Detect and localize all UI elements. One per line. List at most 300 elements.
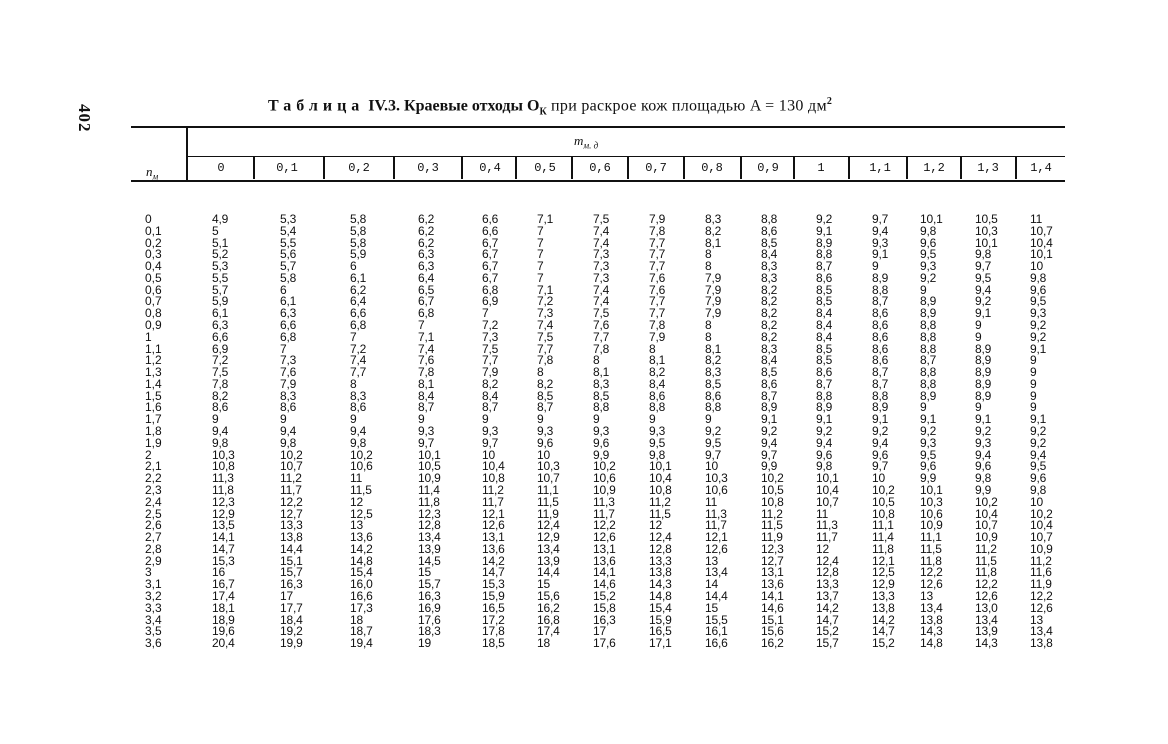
table-cell: 11,7 xyxy=(816,530,838,545)
table-cell: 14,2 xyxy=(872,612,895,627)
table-cell: 5,5 xyxy=(280,235,297,250)
table-cell: 15,1 xyxy=(761,612,784,627)
table-cell: 9,5 xyxy=(920,447,937,462)
table-cell: 9,8 xyxy=(975,471,992,486)
table-cell: 11,3 xyxy=(212,471,234,486)
table-cell: 8,9 xyxy=(816,235,833,250)
table-cell: 10 xyxy=(872,471,885,486)
table-cell: 7,7 xyxy=(482,353,499,368)
table-cell: 12,2 xyxy=(280,494,303,509)
table-cell: 9 xyxy=(593,412,600,427)
table-cell: 12 xyxy=(350,494,363,509)
table-cell: 11,8 xyxy=(872,541,894,556)
table-cell: 10,4 xyxy=(975,506,998,521)
table-cell: 7 xyxy=(418,318,425,333)
table-cell: 6,6 xyxy=(482,223,499,238)
table-cell: 14,7 xyxy=(872,624,895,639)
table-cell: 11,1 xyxy=(872,518,894,533)
table-cell: 7,9 xyxy=(482,365,499,380)
table-cell: 6,2 xyxy=(418,235,435,250)
table-cell: 16,3 xyxy=(418,588,441,603)
table-cell: 18,3 xyxy=(418,624,441,639)
table-cell: 15,5 xyxy=(705,612,728,627)
table-cell: 14,1 xyxy=(212,530,235,545)
column-header: 1,2 xyxy=(923,161,945,175)
table-cell: 15,2 xyxy=(593,588,616,603)
row-label: 0,7 xyxy=(145,294,162,309)
table-cell: 5,7 xyxy=(280,259,297,274)
table-title xyxy=(268,96,832,118)
table-cell: 8,8 xyxy=(920,365,937,380)
table-cell: 10,6 xyxy=(920,506,943,521)
column-header: 0,5 xyxy=(534,161,556,175)
table-cell: 17,1 xyxy=(649,636,672,651)
table-cell: 6,8 xyxy=(280,329,297,344)
table-cell: 9,9 xyxy=(975,482,992,497)
table-cell: 7,9 xyxy=(280,376,297,391)
table-cell: 7,4 xyxy=(350,353,367,368)
table-cell: 17,4 xyxy=(212,588,235,603)
table-cell: 8,9 xyxy=(920,388,937,403)
table-cell: 13,7 xyxy=(816,588,839,603)
table-cell: 12,2 xyxy=(975,577,998,592)
table-cell: 9,4 xyxy=(280,424,297,439)
table-cell: 13,1 xyxy=(593,541,616,556)
table-cell: 9,4 xyxy=(816,435,833,450)
table-cell: 6,6 xyxy=(482,212,499,226)
table-cell: 7,2 xyxy=(537,294,554,309)
table-cell: 8,8 xyxy=(872,282,889,297)
table-cell: 8 xyxy=(649,341,656,356)
table-cell: 8,3 xyxy=(593,376,610,391)
table-cell: 11,3 xyxy=(593,494,615,509)
table-cell: 10 xyxy=(1030,259,1043,274)
column-separator xyxy=(1015,157,1017,179)
top-rule xyxy=(131,126,1065,128)
table-cell: 9,6 xyxy=(1030,282,1047,297)
table-cell: 9 xyxy=(350,412,357,427)
table-cell: 8 xyxy=(593,353,600,368)
table-cell: 9,6 xyxy=(920,235,937,250)
table-cell: 9,4 xyxy=(1030,447,1047,462)
table-cell: 6,1 xyxy=(280,294,297,309)
row-label: 2,6 xyxy=(145,518,162,533)
table-cell: 11 xyxy=(705,494,718,509)
table-title-sup: 2 xyxy=(826,96,832,107)
table-cell: 14,8 xyxy=(920,636,943,651)
row-label: 1,6 xyxy=(145,400,162,415)
table-cell: 10,9 xyxy=(593,482,616,497)
table-cell: 12 xyxy=(649,518,662,533)
table-cell: 10,3 xyxy=(975,223,998,238)
table-cell: 19 xyxy=(418,636,431,651)
table-cell: 5,4 xyxy=(280,223,297,238)
table-cell: 6,8 xyxy=(482,282,499,297)
row-label: 3,6 xyxy=(145,636,162,651)
table-cell: 9,4 xyxy=(761,435,778,450)
row-label: 2,9 xyxy=(145,553,162,568)
table-cell: 7,6 xyxy=(418,353,435,368)
table-cell: 8,4 xyxy=(649,376,666,391)
page-number: 402 xyxy=(75,104,94,133)
table-cell: 7,8 xyxy=(212,376,229,391)
row-label: 3,1 xyxy=(145,577,162,592)
table-cell: 13,0 xyxy=(975,600,998,615)
table-cell: 17,6 xyxy=(418,612,441,627)
table-cell: 8,1 xyxy=(593,365,610,380)
table-cell: 9,3 xyxy=(975,435,992,450)
table-cell: 8,3 xyxy=(280,388,297,403)
table-cell: 10,2 xyxy=(350,447,373,462)
column-header: 1,1 xyxy=(869,161,891,175)
table-cell: 13,1 xyxy=(761,565,784,580)
table-cell: 9,4 xyxy=(872,223,889,238)
table-cell: 8,9 xyxy=(920,294,937,309)
table-cell: 7,9 xyxy=(705,294,722,309)
table-cell: 9,7 xyxy=(975,259,992,274)
table-cell: 9 xyxy=(975,329,982,344)
table-cell: 7 xyxy=(537,235,544,250)
table-cell: 13,8 xyxy=(872,600,895,615)
table-cell: 8,2 xyxy=(482,376,499,391)
table-cell: 8,6 xyxy=(872,318,889,333)
table-cell: 8,3 xyxy=(761,270,778,285)
table-cell: 12,1 xyxy=(482,506,505,521)
row-label: 3 xyxy=(145,565,152,580)
table-cell: 8,7 xyxy=(482,400,499,415)
table-title-label: Таблица xyxy=(268,97,365,115)
table-cell: 15,3 xyxy=(212,553,235,568)
table-cell: 8,5 xyxy=(761,365,778,380)
table-cell: 10 xyxy=(705,459,718,474)
table-cell: 7,7 xyxy=(649,259,666,274)
table-cell: 9,8 xyxy=(649,447,666,462)
table-cell: 15,9 xyxy=(482,588,505,603)
table-cell: 13,4 xyxy=(975,612,998,627)
table-cell: 9,2 xyxy=(1030,435,1047,450)
table-cell: 9,3 xyxy=(872,235,889,250)
table-cell: 16,2 xyxy=(761,636,784,651)
table-cell: 7 xyxy=(537,223,544,238)
table-cell: 7,6 xyxy=(649,270,666,285)
table-cell: 7,7 xyxy=(649,306,666,321)
table-cell: 14,2 xyxy=(816,600,839,615)
table-cell: 9,8 xyxy=(920,223,937,238)
table-cell: 9,2 xyxy=(816,424,833,439)
table-cell: 9,4 xyxy=(975,447,992,462)
table-cell: 8,7 xyxy=(816,259,833,274)
table-cell: 9,2 xyxy=(761,424,778,439)
table-cell: 8,2 xyxy=(212,388,229,403)
table-cell: 7 xyxy=(537,259,544,274)
table-cell: 7,6 xyxy=(593,318,610,333)
table-cell: 8,6 xyxy=(649,388,666,403)
table-cell: 9 xyxy=(705,412,712,427)
table-cell: 12,2 xyxy=(920,565,943,580)
row-label: 2,3 xyxy=(145,482,162,497)
table-cell: 8,6 xyxy=(872,353,889,368)
table-cell: 14,4 xyxy=(537,565,560,580)
table-cell: 15,3 xyxy=(482,577,505,592)
table-cell: 9,4 xyxy=(975,282,992,297)
table-cell: 7,8 xyxy=(418,365,435,380)
table-cell: 8,1 xyxy=(705,341,722,356)
table-cell: 9,3 xyxy=(482,424,499,439)
table-cell: 5,3 xyxy=(280,212,297,226)
table-cell: 9 xyxy=(537,412,544,427)
table-cell: 16,5 xyxy=(649,624,672,639)
table-cell: 10,6 xyxy=(705,482,728,497)
table-cell: 8,4 xyxy=(816,306,833,321)
table-cell: 7,9 xyxy=(705,282,722,297)
table-cell: 8,2 xyxy=(761,294,778,309)
table-cell: 12,1 xyxy=(705,530,728,545)
table-cell: 8 xyxy=(705,247,712,262)
table-cell: 6,7 xyxy=(482,247,499,262)
table-cell: 8,2 xyxy=(537,376,554,391)
table-cell: 11 xyxy=(816,506,829,521)
table-cell: 9,3 xyxy=(920,259,937,274)
table-cell: 7,7 xyxy=(649,294,666,309)
table-cell: 6,1 xyxy=(212,306,229,321)
column-separator xyxy=(793,157,795,179)
row-label: 0,5 xyxy=(145,270,162,285)
table-cell: 9,6 xyxy=(816,447,833,462)
table-cell: 5,6 xyxy=(280,247,297,262)
table-cell: 8,8 xyxy=(920,341,937,356)
table-cell: 9,1 xyxy=(816,412,833,427)
table-cell: 9,2 xyxy=(920,270,937,285)
table-cell: 7,9 xyxy=(705,270,722,285)
table-cell: 9,5 xyxy=(920,247,937,262)
table-cell: 8,1 xyxy=(418,376,435,391)
column-header: 0,8 xyxy=(701,161,723,175)
table-cell: 9,2 xyxy=(975,424,992,439)
table-cell: 7,4 xyxy=(593,235,610,250)
table-cell: 8,3 xyxy=(705,365,722,380)
table-cell: 8,4 xyxy=(418,388,435,403)
table-cell: 14,7 xyxy=(816,612,839,627)
row-label: 0,2 xyxy=(145,235,162,250)
table-cell: 13,3 xyxy=(280,518,303,533)
table-cell: 8,2 xyxy=(761,318,778,333)
table-cell: 8,9 xyxy=(975,365,992,380)
table-cell: 9 xyxy=(1030,376,1037,391)
table-cell: 9,9 xyxy=(761,459,778,474)
table-cell: 13,5 xyxy=(212,518,235,533)
table-cell: 10,4 xyxy=(482,459,505,474)
table-cell: 10,8 xyxy=(482,471,505,486)
table-cell: 8,8 xyxy=(816,388,833,403)
table-cell: 8,8 xyxy=(649,400,666,415)
table-cell: 12,1 xyxy=(872,553,895,568)
table-cell: 8,2 xyxy=(705,353,722,368)
table-cell: 14,3 xyxy=(920,624,943,639)
table-cell: 9,8 xyxy=(212,435,229,450)
table-cell: 15 xyxy=(537,577,550,592)
row-label: 1 xyxy=(145,329,152,344)
table-cell: 8,3 xyxy=(761,259,778,274)
table-cell: 9,2 xyxy=(816,212,833,226)
table-cell: 9,6 xyxy=(537,435,554,450)
table-cell: 11,5 xyxy=(537,494,559,509)
table-title-text: IV.3. Краевые отходы O xyxy=(368,97,540,115)
table-cell: 12,8 xyxy=(649,541,672,556)
table-cell: 8,9 xyxy=(975,376,992,391)
column-header: 0,4 xyxy=(479,161,501,175)
table-cell: 7,3 xyxy=(593,270,610,285)
table-cell: 12,7 xyxy=(761,553,784,568)
table-cell: 9,8 xyxy=(975,247,992,262)
table-cell: 10,3 xyxy=(920,494,943,509)
table-cell: 7,2 xyxy=(350,341,367,356)
table-cell: 13,4 xyxy=(1030,624,1053,639)
table-cell: 7,1 xyxy=(537,282,554,297)
table-cell: 9,1 xyxy=(872,247,889,262)
table-cell: 12,3 xyxy=(418,506,441,521)
table-cell: 7,7 xyxy=(649,247,666,262)
table-cell: 9,3 xyxy=(537,424,554,439)
table-cell: 10,2 xyxy=(975,494,998,509)
table-cell: 10,3 xyxy=(705,471,728,486)
table-cell: 9 xyxy=(920,400,927,415)
table-cell: 11,5 xyxy=(350,482,372,497)
table-cell: 8,2 xyxy=(761,329,778,344)
table-cell: 9 xyxy=(872,259,879,274)
table-cell: 12,6 xyxy=(1030,600,1053,615)
table-cell: 10 xyxy=(537,447,550,462)
table-cell: 7,6 xyxy=(649,282,666,297)
table-cell: 17 xyxy=(593,624,606,639)
table-cell: 14,7 xyxy=(212,541,235,556)
table-cell: 12,5 xyxy=(350,506,373,521)
table-cell: 19,9 xyxy=(280,636,303,651)
table-cell: 13 xyxy=(705,553,718,568)
table-cell: 11 xyxy=(350,471,363,486)
table-cell: 7,5 xyxy=(593,212,610,226)
column-separator xyxy=(960,157,962,179)
column-variable: $m_{м. д}$ xyxy=(574,133,599,151)
table-cell: 15,6 xyxy=(537,588,560,603)
table-cell: 6,1 xyxy=(350,270,367,285)
table-cell: 12,2 xyxy=(1030,588,1053,603)
table-cell: 8,7 xyxy=(872,365,889,380)
column-header: 0,6 xyxy=(589,161,611,175)
table-cell: 9,1 xyxy=(1030,412,1047,427)
table-cell: 11,1 xyxy=(537,482,559,497)
table-cell: 8,6 xyxy=(872,341,889,356)
table-cell: 10,4 xyxy=(1030,518,1053,533)
column-separator xyxy=(461,157,463,179)
table-cell: 15,8 xyxy=(593,600,616,615)
table-cell: 6,8 xyxy=(350,318,367,333)
table-cell: 16,1 xyxy=(705,624,728,639)
table-cell: 8,5 xyxy=(816,341,833,356)
table-cell: 9,2 xyxy=(1030,329,1047,344)
table-cell: 15,9 xyxy=(649,612,672,627)
table-cell: 10,1 xyxy=(816,471,839,486)
table-cell: 8,6 xyxy=(872,306,889,321)
table-cell: 10,5 xyxy=(418,459,441,474)
table-cell: 7,1 xyxy=(418,329,435,344)
table-cell: 9,1 xyxy=(1030,341,1047,356)
table-cell: 12,8 xyxy=(816,565,839,580)
row-label: 2,1 xyxy=(145,459,162,474)
table-cell: 9,7 xyxy=(872,212,889,226)
table-cell: 5,7 xyxy=(212,282,229,297)
table-cell: 9,3 xyxy=(593,424,610,439)
column-header: 1 xyxy=(817,161,825,175)
column-header: 0,2 xyxy=(348,161,370,175)
table-cell: 5,9 xyxy=(350,247,367,262)
table-cell: 12,8 xyxy=(418,518,441,533)
table-cell: 7,9 xyxy=(649,212,666,226)
table-cell: 9,2 xyxy=(872,424,889,439)
table-cell: 9,8 xyxy=(350,435,367,450)
table-cell: 11,3 xyxy=(705,506,727,521)
row-label: 1,5 xyxy=(145,388,162,403)
table-cell: 10,4 xyxy=(816,482,839,497)
table-cell: 8,8 xyxy=(920,376,937,391)
table-cell: 5,3 xyxy=(212,259,229,274)
table-cell: 7,7 xyxy=(537,341,554,356)
table-cell: 8,8 xyxy=(920,318,937,333)
table-cell: 7,7 xyxy=(649,235,666,250)
table-cell: 13,6 xyxy=(593,553,616,568)
table-cell: 7,7 xyxy=(593,329,610,344)
table-cell: 14,3 xyxy=(975,636,998,651)
table-cell: 10,5 xyxy=(975,212,998,226)
table-cell: 11,9 xyxy=(1030,577,1052,592)
table-cell: 10,8 xyxy=(212,459,235,474)
table-cell: 8,6 xyxy=(761,223,778,238)
table-cell: 7,2 xyxy=(212,353,229,368)
table-cell: 10 xyxy=(1030,494,1043,509)
table-cell: 10,1 xyxy=(418,447,441,462)
table-cell: 15 xyxy=(418,565,431,580)
table-cell: 13,3 xyxy=(872,588,895,603)
table-cell: 10,2 xyxy=(1030,506,1053,521)
table-cell: 12,6 xyxy=(593,530,616,545)
table-cell: 8 xyxy=(705,329,712,344)
table-cell: 8,3 xyxy=(761,341,778,356)
table-cell: 10,3 xyxy=(212,447,235,462)
table-cell: 17,3 xyxy=(350,600,373,615)
table-cell: 9 xyxy=(1030,400,1037,415)
table-cell: 10,9 xyxy=(975,530,998,545)
table-cell: 6,7 xyxy=(418,294,435,309)
table-cell: 8 xyxy=(705,259,712,274)
table-cell: 16,9 xyxy=(418,600,441,615)
column-separator xyxy=(323,157,325,179)
table-cell: 8,9 xyxy=(761,400,778,415)
table-cell: 9 xyxy=(1030,353,1037,368)
table-cell: 17,7 xyxy=(280,600,303,615)
table-cell: 8,7 xyxy=(418,400,435,415)
table-cell: 10,9 xyxy=(418,471,441,486)
table-cell: 15,7 xyxy=(418,577,441,592)
table-cell: 13,6 xyxy=(350,530,373,545)
row-label: 2 xyxy=(145,447,152,462)
table-cell: 8,8 xyxy=(872,388,889,403)
table-cell: 8,5 xyxy=(593,388,610,403)
row-label: 2,4 xyxy=(145,494,162,509)
table-cell: 9,6 xyxy=(593,435,610,450)
table-cell: 12,3 xyxy=(761,541,784,556)
table-cell: 11,9 xyxy=(761,530,783,545)
table-cell: 10,2 xyxy=(872,482,895,497)
table-cell: 16 xyxy=(212,565,225,580)
